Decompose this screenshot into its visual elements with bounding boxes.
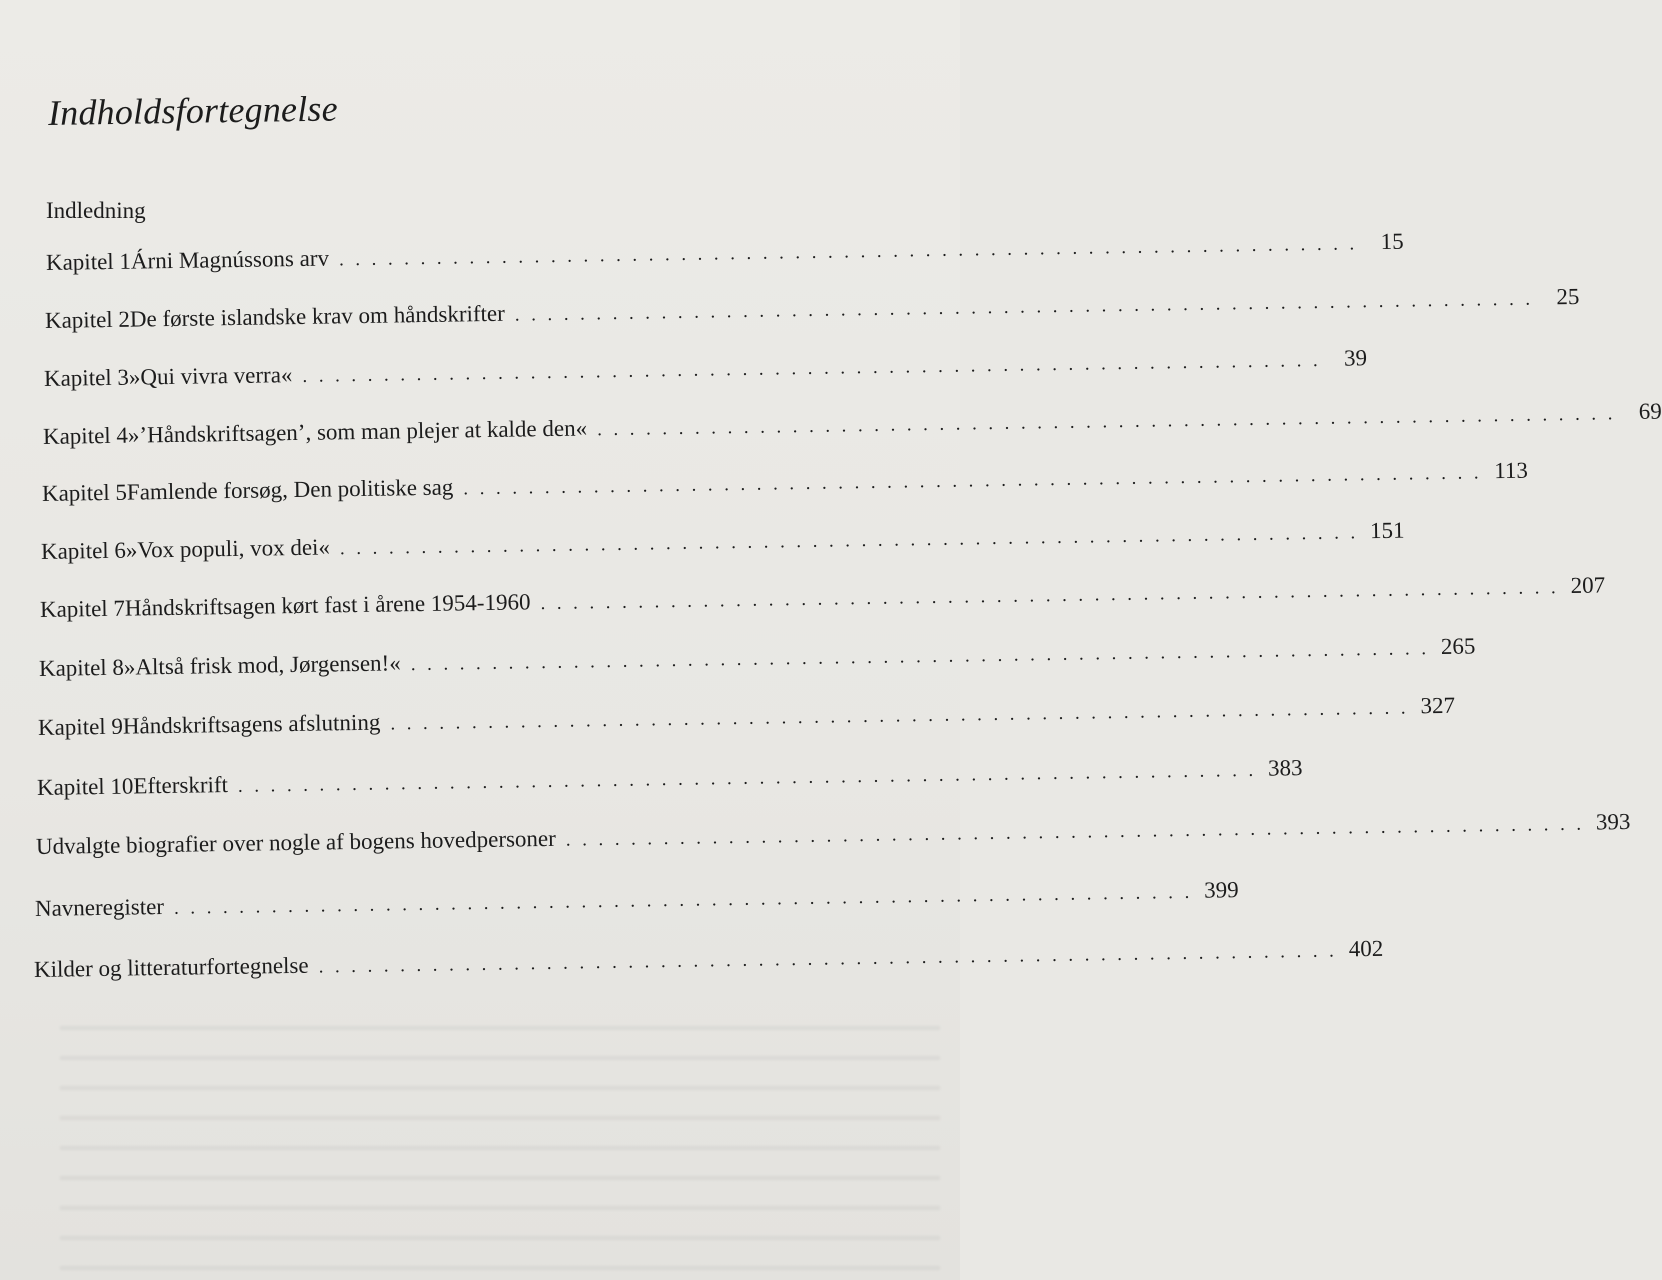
page-title: Indholdsfortegnelse xyxy=(47,88,339,133)
toc-entry-sources xyxy=(33,935,1384,983)
toc-chapter-label: Kapitel 3 xyxy=(43,364,130,391)
toc-page-number: 15 xyxy=(1380,228,1404,255)
toc-chapter-label: Kapitel 9 xyxy=(37,713,124,740)
toc-page-number: 69 xyxy=(1638,398,1662,424)
toc-section-title: Navneregister xyxy=(34,893,165,921)
toc-section-title: Udvalgte biografier over nogle af bogens hovedpersoner xyxy=(35,825,556,859)
toc-introduction: Indledning xyxy=(46,198,146,223)
toc-chapter-label: Kapitel 10 xyxy=(36,773,134,800)
toc-entry-index xyxy=(34,877,1239,922)
toc-page-number: 151 xyxy=(1369,517,1405,544)
toc-entry-chapter-9 xyxy=(37,692,1456,741)
toc-dot-leader: . . . . . . . . . . . . . . . . . . . . . . . . . . . . . . . . . . . . . . . . . . . . . . . . . . . . . . . . . . . . . . . xyxy=(410,638,1430,676)
toc-dot-leader: . . . . . . . . . . . . . . . . . . . . . . . . . . . . . . . . . . . . . . . . . . . . . . . . . . . . . . . . . . . . . . . xyxy=(596,403,1616,441)
toc-chapter-label: Kapitel 7 xyxy=(39,595,126,622)
toc-dot-leader: . . . . . . . . . . . . . . . . . . . . . . . . . . . . . . . . . . . . . . . . . . . . . . . . . . . . . . . . . . . . . . . xyxy=(318,940,1338,978)
toc-chapter-label: Kapitel 4 xyxy=(42,422,129,449)
toc-entry-chapter-8 xyxy=(38,633,1476,682)
toc-chapter-label: Kapitel 2 xyxy=(44,306,131,333)
toc-page-number: 207 xyxy=(1570,572,1606,598)
toc-chapter-label: Kapitel 8 xyxy=(38,654,125,681)
toc-entry-chapter-5 xyxy=(41,457,1529,507)
toc-entry-chapter-1 xyxy=(45,228,1404,276)
toc-dot-leader: . . . . . . . . . . . . . . . . . . . . . . . . . . . . . . . . . . . . . . . . . . . . . . . . . . . . . . . . . . . . . . . xyxy=(514,288,1534,326)
toc-chapter-title: Árni Magnússons arv xyxy=(130,245,330,274)
toc-page-number: 113 xyxy=(1494,457,1529,484)
toc-entry-chapter-7 xyxy=(39,572,1606,623)
toc-dot-leader: . . . . . . . . . . . . . . . . . . . . . . . . . . . . . . . . . . . . . . . . . . . . . . . . . . . . . . . . . . . . . . . xyxy=(565,813,1585,851)
toc-dot-leader: . . . . . . . . . . . . . . . . . . . . . . . . . . . . . . . . . . . . . . . . . . . . . . . . . . . . . . . . . . . . . . . xyxy=(237,759,1257,797)
toc-chapter-title: »’Håndskriftsagen’, som man plejer at kalde den« xyxy=(127,415,588,448)
toc-entry-chapter-2 xyxy=(44,283,1580,334)
toc-chapter-label: Kapitel 1 xyxy=(45,248,132,275)
toc-dot-leader: . . . . . . . . . . . . . . . . . . . . . . . . . . . . . . . . . . . . . . . . . . . . . . . . . . . . . . . . . . . . . . . xyxy=(173,881,1193,919)
toc-page-number: 402 xyxy=(1348,935,1384,962)
toc-page-number: 327 xyxy=(1420,692,1456,719)
toc-dot-leader: . . . . . . . . . . . . . . . . . . . . . . . . . . . . . . . . . . . . . . . . . . . . . . . . . . . . . . . . . . . . . . . xyxy=(463,462,1483,500)
toc-chapter-title: Famlende forsøg, Den politiske sag xyxy=(126,474,454,505)
toc-page-number: 265 xyxy=(1440,633,1476,659)
toc-page-number: 399 xyxy=(1203,877,1239,903)
toc-entry-chapter-6 xyxy=(40,517,1405,565)
toc-dot-leader: . . . . . . . . . . . . . . . . . . . . . . . . . . . . . . . . . . . . . . . . . . . . . . . . . . . . . . . . . . . . . . . xyxy=(338,233,1358,271)
toc-page-number: 383 xyxy=(1267,755,1303,781)
toc-entry-biographies xyxy=(35,808,1631,860)
toc-dot-leader: . . . . . . . . . . . . . . . . . . . . . . . . . . . . . . . . . . . . . . . . . . . . . . . . . . . . . . . . . . . . . . . xyxy=(302,349,1322,387)
toc-entry-chapter-4 xyxy=(42,398,1662,450)
toc-chapter-title: Håndskriftsagen kørt fast i årene 1954-1960 xyxy=(124,589,531,621)
toc-chapter-title: »Qui vivra verra« xyxy=(128,362,293,390)
toc-chapter-label: Kapitel 5 xyxy=(41,479,128,506)
toc-chapter-title: De første islandske krav om håndskrifter xyxy=(129,300,506,332)
toc-chapter-title: Efterskrift xyxy=(133,772,229,799)
toc-dot-leader: . . . . . . . . . . . . . . . . . . . . . . . . . . . . . . . . . . . . . . . . . . . . . . . . . . . . . . . . . . . . . . . xyxy=(540,577,1560,615)
toc-chapter-title: »Altså frisk mod, Jørgensen!« xyxy=(123,650,401,680)
toc-page-number: 393 xyxy=(1595,808,1631,835)
toc-page-number: 39 xyxy=(1343,345,1368,371)
toc-dot-leader: . . . . . . . . . . . . . . . . . . . . . . . . . . . . . . . . . . . . . . . . . . . . . . . . . . . . . . . . . . . . . . . xyxy=(339,522,1359,560)
toc-entry-chapter-3 xyxy=(43,345,1368,392)
toc-chapter-title: »Vox populi, vox dei« xyxy=(125,534,331,563)
toc-chapter-label: Kapitel 6 xyxy=(40,537,127,564)
toc-page-number: 25 xyxy=(1556,283,1580,310)
toc-chapter-title: Håndskriftsagens afslutning xyxy=(122,709,381,739)
toc-entry-chapter-10 xyxy=(36,755,1303,801)
toc-section-title: Kilder og litteraturfortegnelse xyxy=(33,952,309,982)
toc-dot-leader: . . . . . . . . . . . . . . . . . . . . . . . . . . . . . . . . . . . . . . . . . . . . . . . . . . . . . . . . . . . . . . . xyxy=(390,697,1410,735)
